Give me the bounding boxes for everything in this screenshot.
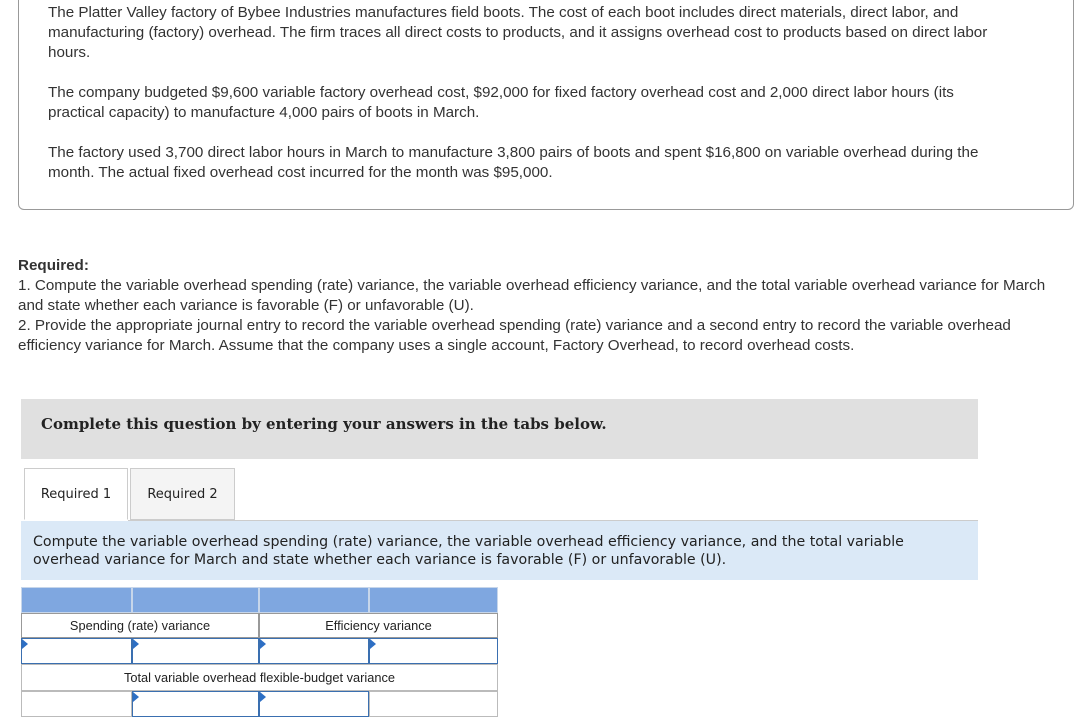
spending-fu-input[interactable] xyxy=(133,639,258,663)
table-header-cell xyxy=(21,587,132,613)
total-blank-cell xyxy=(369,691,498,717)
tab-required-2[interactable]: Required 2 xyxy=(130,468,235,520)
table-header-cell xyxy=(369,587,498,613)
spending-amount-cell xyxy=(21,638,132,664)
table-header-cell xyxy=(132,587,259,613)
answer-table xyxy=(21,587,498,717)
total-variance-label: Total variable overhead flexible-budget variance xyxy=(21,664,498,691)
total-blank-cell xyxy=(21,691,132,717)
spending-fu-cell xyxy=(132,638,259,664)
efficiency-amount-cell xyxy=(259,638,369,664)
spending-variance-label: Spending (rate) variance xyxy=(21,613,259,638)
problem-paragraph-2: The company budgeted $9,600 variable factory overhead cost, $92,000 for fixed factory overhead cost and 2,000 direct labor hours (its practical capacity) to manufacture 4,000 pairs of boots in March. xyxy=(48,84,954,121)
table-header-cell xyxy=(259,587,369,613)
instructions-banner xyxy=(21,399,978,459)
required-item-1: 1. Compute the variable overhead spending (rate) variance, the variable overhead efficiency variance, and the total variable overhead variance for March and state whether each variance is favorable (F) or unfavorable (U). xyxy=(18,277,1046,314)
problem-paragraph-3: The factory used 3,700 direct labor hours in March to manufacture 3,800 pairs of boots and spent $16,800 on variable overhead during the month. The actual fixed overhead cost incurred for the month was $95,000. xyxy=(48,144,979,181)
tab-required-1[interactable]: Required 1 xyxy=(24,468,128,520)
total-fu-cell xyxy=(259,691,369,717)
input-marker-icon xyxy=(133,692,139,702)
efficiency-fu-cell xyxy=(369,638,498,664)
tab-instruction-text: Compute the variable overhead spending (rate) variance, the variable overhead efficiency variance, and the total variable overhead variance for March and state whether each variance is favorable (F) or unfavorable (U). xyxy=(33,534,904,568)
banner-text: Complete this question by entering your answers in the tabs below. xyxy=(41,415,607,433)
input-marker-icon xyxy=(133,639,139,649)
efficiency-fu-input[interactable] xyxy=(370,639,497,663)
spending-amount-input[interactable] xyxy=(22,639,131,663)
problem-paragraph-1: The Platter Valley factory of Bybee Industries manufactures field boots. The cost of each boot includes direct materials, direct labor, and manufacturing (factory) overhead. The firm traces all direct costs to products, and it assigns overhead cost to products based on direct labor hours. xyxy=(48,4,988,61)
required-item-2: 2. Provide the appropriate journal entry to record the variable overhead spending (rate) variance and a second entry to record the variable overhead efficiency variance for March. Assume that the company uses a single account, Factory Overhead, to record overhead costs. xyxy=(18,317,1011,354)
efficiency-amount-input[interactable] xyxy=(260,639,368,663)
tab-instruction-box xyxy=(21,521,978,580)
total-amount-cell xyxy=(132,691,259,717)
input-marker-icon xyxy=(22,639,28,649)
input-marker-icon xyxy=(370,639,376,649)
total-amount-input[interactable] xyxy=(133,692,258,716)
required-section xyxy=(18,256,1073,356)
input-marker-icon xyxy=(260,639,266,649)
total-fu-input[interactable] xyxy=(260,692,368,716)
input-marker-icon xyxy=(260,692,266,702)
efficiency-variance-label: Efficiency variance xyxy=(259,613,498,638)
required-title: Required: xyxy=(18,257,89,274)
